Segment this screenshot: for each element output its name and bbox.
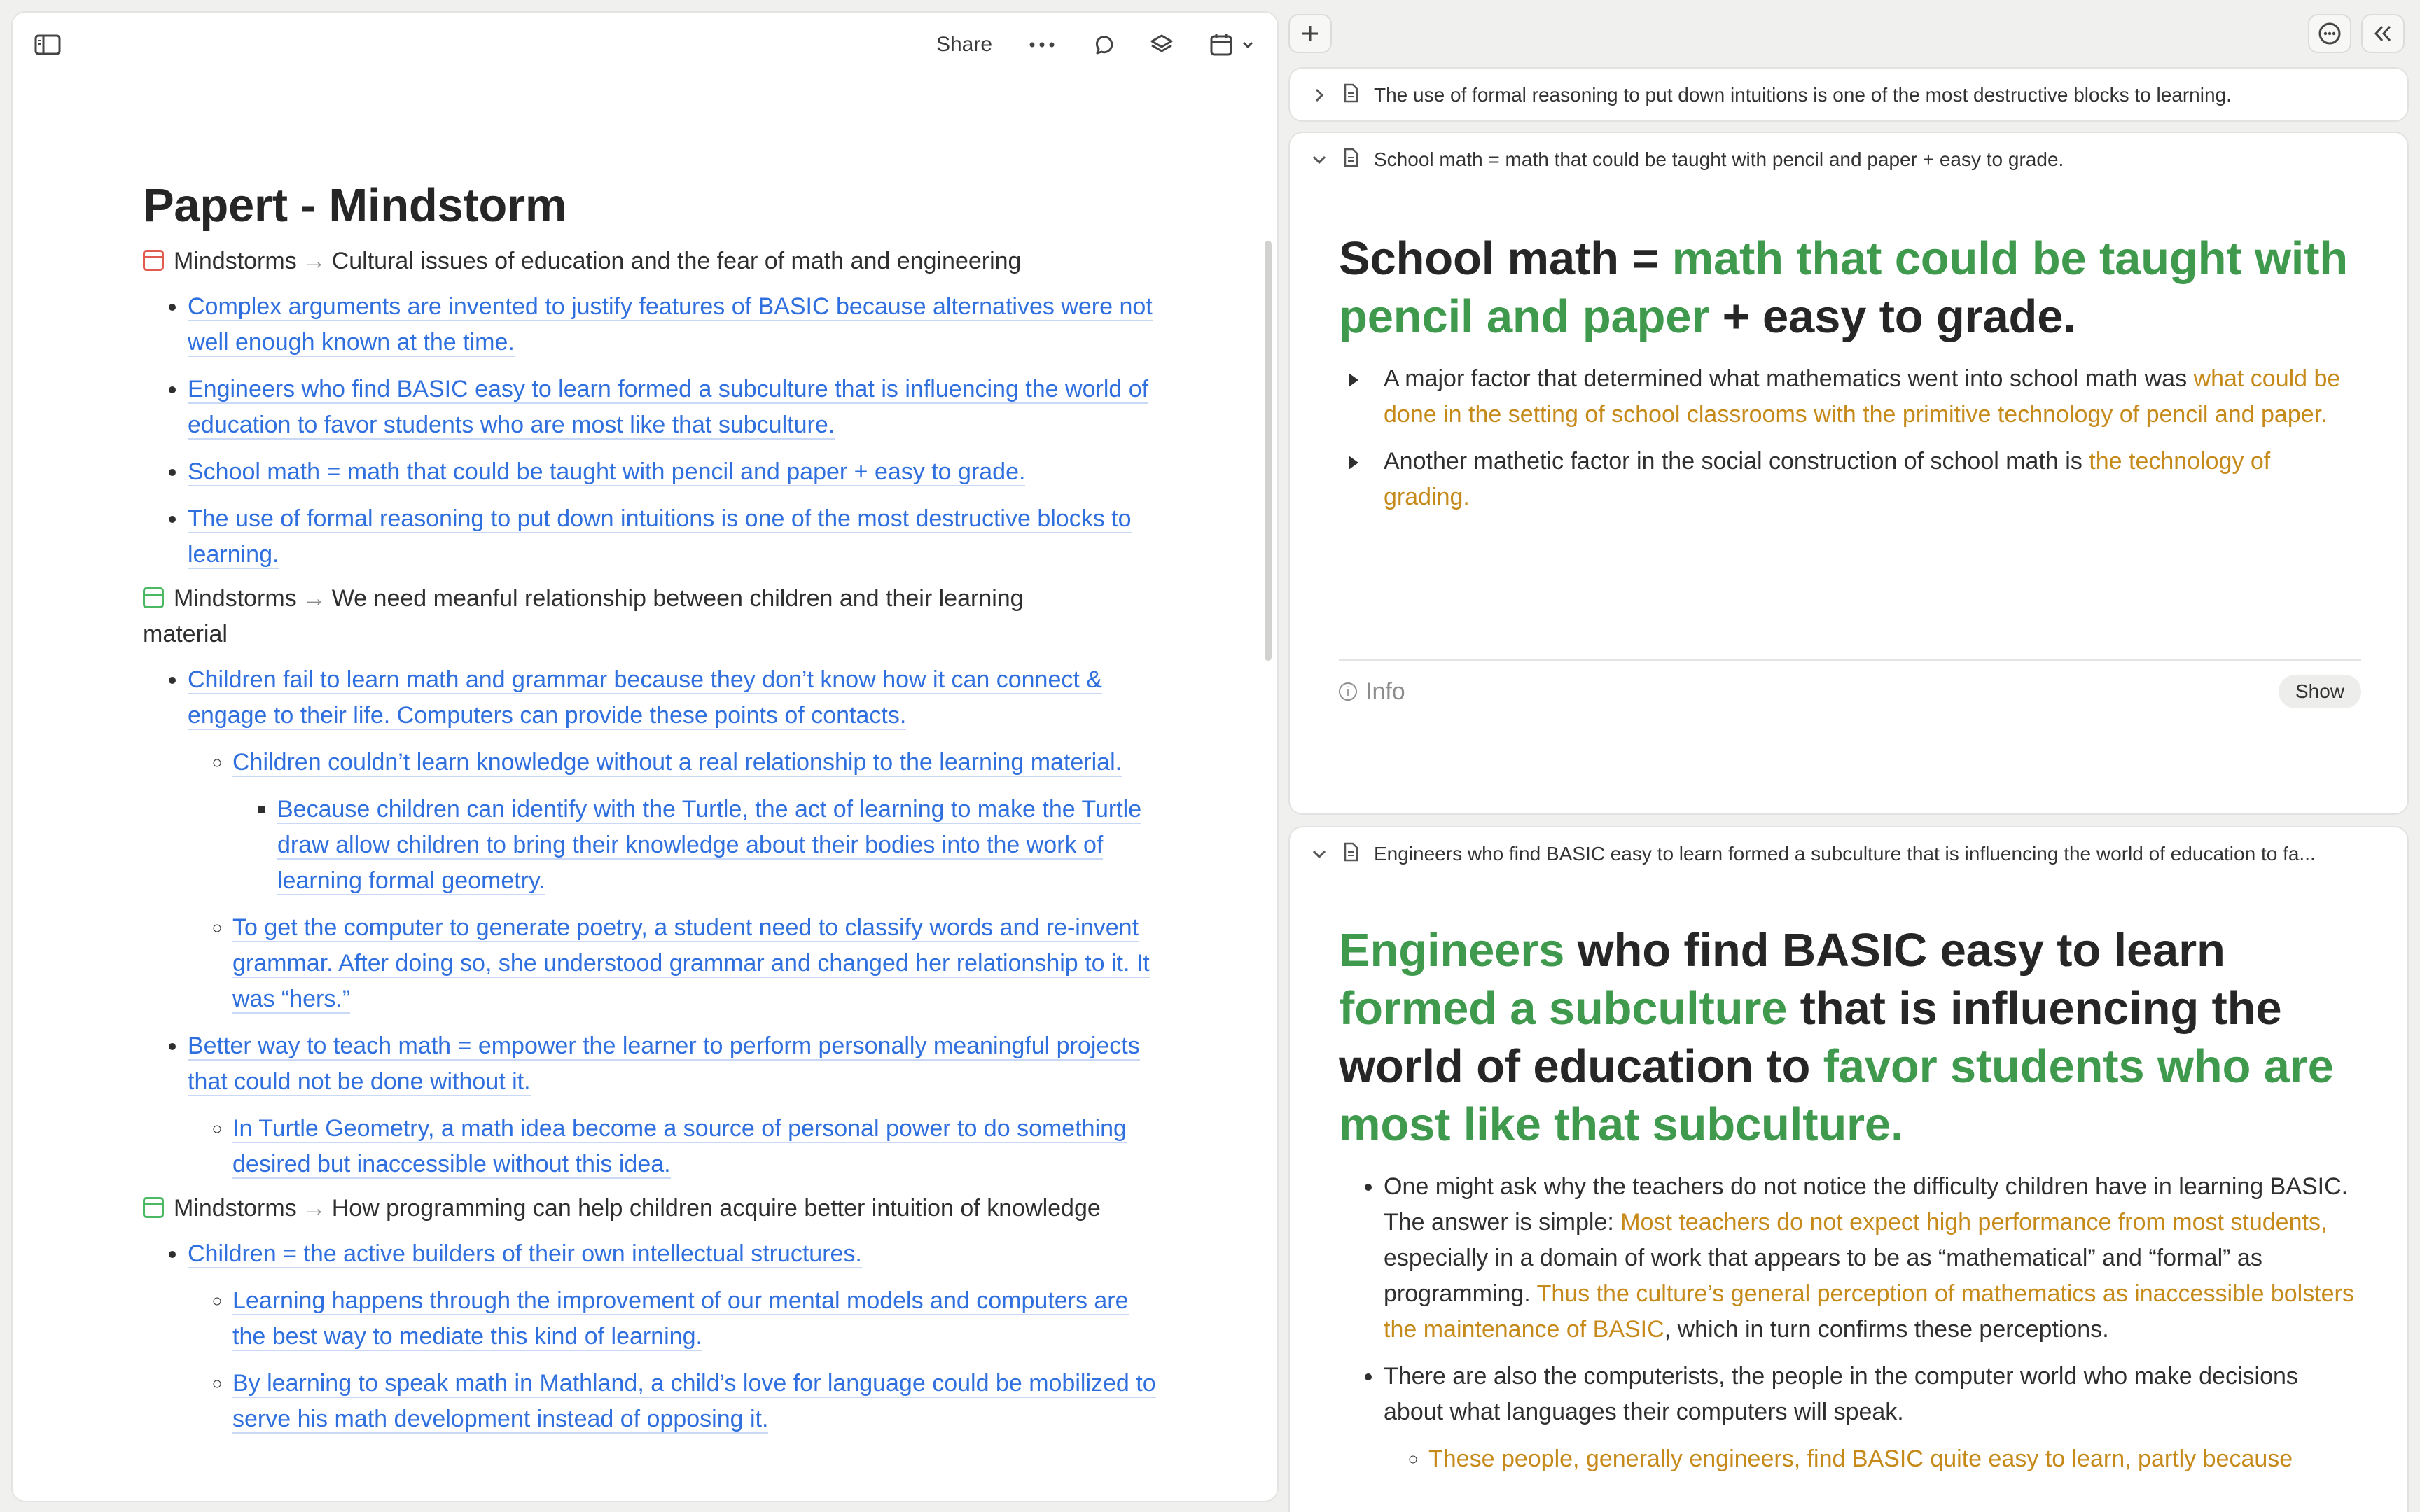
collapse-panel-button[interactable] <box>2361 14 2405 53</box>
calendar-icon <box>143 250 164 271</box>
card-title: The use of formal reasoning to put down intuitions is one of the most destructive blocks to learning. <box>1374 84 2232 106</box>
plus-icon <box>1300 24 1320 43</box>
bullet-list <box>1384 1169 2361 1477</box>
note-link[interactable]: In Turtle Geometry, a math idea become a source of personal power to do something desired but inaccessible without this idea. <box>232 1115 1127 1177</box>
linked-note-card <box>1288 67 2409 122</box>
calendar-icon <box>143 1197 164 1218</box>
show-info-button[interactable]: Show <box>2279 675 2361 708</box>
list-item <box>1428 1441 2361 1477</box>
note-link[interactable]: Children fail to learn math and grammar because they don’t know how it can connect & engage to their life. Computers can provide these points of contacts. <box>188 666 1102 729</box>
chevron-down-icon[interactable] <box>1307 848 1332 860</box>
page-title[interactable]: Papert - Mindstorm <box>143 179 567 232</box>
editor-toolbar <box>13 13 1277 76</box>
chevron-right-icon[interactable] <box>1307 87 1332 104</box>
topic-text: We need meanful relationship between children and their learning material <box>143 585 1024 648</box>
bullet-text: A major factor that determined what mathematics went into school math was <box>1384 365 2194 392</box>
toggle-item <box>1339 361 2361 433</box>
toggle-list <box>1339 361 2361 515</box>
list-item <box>277 792 1165 899</box>
bullet-text: There are also the computerists, the people in the computer world who make decisions about what languages their computers will speak. <box>1384 1363 2298 1425</box>
heading-highlight: formed a subculture <box>1339 982 1788 1035</box>
bullet-list <box>188 289 1165 573</box>
topic-text: How programming can help children acquire better intuition of knowledge <box>331 1195 1101 1222</box>
card-title: School math = math that could be taught with pencil and paper + easy to grade. <box>1374 148 2064 170</box>
reference-line[interactable] <box>143 581 1109 652</box>
editor-pane <box>11 11 1279 1502</box>
highlight-text: what could be done in the setting of school classrooms with the primitive technology of pencil and paper. <box>1384 365 2341 428</box>
note-link[interactable]: Children = the active builders of their own intellectual structures. <box>188 1240 862 1267</box>
note-link[interactable]: Learning happens through the improvement of our mental models and computers are the best way to mediate this kind of learning. <box>232 1287 1129 1350</box>
panel-toolbar <box>1288 11 2409 60</box>
layers-button[interactable] <box>1144 28 1179 62</box>
card-header[interactable] <box>1290 133 2407 186</box>
source-link[interactable]: Mindstorms <box>174 248 297 274</box>
list-item <box>232 1366 1165 1437</box>
scrollbar[interactable] <box>1265 241 1272 661</box>
info-row <box>1339 659 2361 722</box>
bullet-text: especially in a domain of work that appears to be as “mathematical” and “formal” as programming. <box>1384 1245 2262 1307</box>
share-button[interactable]: Share <box>936 33 993 56</box>
topic-text: Cultural issues of education and the fear of math and engineering <box>331 248 1022 274</box>
info-text: Info <box>1365 678 1405 705</box>
list-item <box>232 1111 1165 1182</box>
highlight-text: the technology of grading. <box>1384 448 2271 510</box>
note-link[interactable]: Better way to teach math = empower the learner to perform personally meaningful projects that could not be done without it. <box>188 1032 1140 1095</box>
linked-note-card <box>1288 826 2409 1512</box>
bullet-list <box>188 1236 1165 1437</box>
highlight-text: These people, generally engineers, find BASIC quite easy to learn, partly because <box>1428 1446 2293 1472</box>
toggle-item <box>1339 444 2361 515</box>
calendar-icon <box>1209 32 1258 57</box>
arrow-right-icon: → <box>302 1195 326 1222</box>
calendar-icon <box>143 587 164 608</box>
document-icon <box>1343 83 1358 108</box>
double-chevron-left-icon <box>2372 24 2394 43</box>
comment-icon <box>1093 32 1118 57</box>
list-item <box>1384 1359 2361 1477</box>
document-icon <box>1343 842 1358 867</box>
more-icon <box>1028 41 1056 48</box>
highlight-text: Thus the culture’s general perception of mathematics as inaccessible bolsters the maintenance of BASIC <box>1384 1280 2354 1343</box>
panel-menu-button[interactable] <box>2308 14 2351 53</box>
arrow-right-icon: → <box>302 248 326 274</box>
heading-highlight: math that could be taught with pencil and paper <box>1339 232 2349 343</box>
nested-list <box>1428 1441 2361 1477</box>
nested-list <box>232 745 1165 1017</box>
heading-text: that is influencing the world of education to <box>1339 982 2282 1093</box>
more-options-button[interactable] <box>1021 28 1063 62</box>
calendar-button[interactable] <box>1203 28 1263 62</box>
info-icon: i <box>1339 682 1357 701</box>
heading-text: who find BASIC easy to learn <box>1564 924 2225 976</box>
card-body[interactable] <box>1339 230 2361 515</box>
note-link[interactable]: To get the computer to generate poetry, a student need to classify words and re-invent grammar. After doing so, she understood grammar and changed her relationship to it. It was “hers.” <box>232 914 1150 1012</box>
editor-content[interactable] <box>13 76 1277 1501</box>
note-heading <box>1339 921 2361 1154</box>
comments-button[interactable] <box>1088 28 1123 62</box>
list-item <box>232 1283 1165 1354</box>
linked-note-card <box>1288 132 2409 815</box>
card-body[interactable] <box>1339 921 2361 1477</box>
list-item <box>232 745 1165 899</box>
add-panel-button[interactable] <box>1288 14 1332 53</box>
card-title: Engineers who find BASIC easy to learn formed a subculture that is influencing the world of education to fa... <box>1374 843 2316 864</box>
heading-text: School math = <box>1339 232 1672 285</box>
triangle-right-icon[interactable] <box>1349 373 1358 387</box>
document <box>143 178 1165 1437</box>
sidebar-toggle-button[interactable] <box>31 28 66 62</box>
card-header[interactable] <box>1290 827 2407 881</box>
layers-icon <box>1149 32 1174 57</box>
bullet-list <box>188 662 1165 1182</box>
note-link[interactable]: School math = math that could be taught with pencil and paper + easy to grade. <box>188 458 1026 485</box>
bullet-text: , which in turn confirms these perceptions. <box>1664 1316 2109 1343</box>
card-header[interactable] <box>1290 69 2407 122</box>
heading-highlight: Engineers <box>1339 924 1565 976</box>
nested-list <box>232 1283 1165 1437</box>
nested-list <box>277 792 1165 899</box>
highlight-text: Most teachers do not expect high performance from most students, <box>1620 1209 2328 1236</box>
note-link[interactable]: The use of formal reasoning to put down intuitions is one of the most destructive blocks to learning. <box>188 505 1132 568</box>
info-label <box>1339 678 1405 706</box>
bullet-text: Another mathetic factor in the social construction of school math is <box>1384 448 2089 475</box>
chevron-down-icon[interactable] <box>1307 154 1332 165</box>
arrow-right-icon: → <box>302 585 326 612</box>
document-icon <box>1343 148 1358 172</box>
list-item <box>188 662 1165 1017</box>
triangle-right-icon[interactable] <box>1349 456 1358 470</box>
list-item <box>188 1236 1165 1437</box>
list-item <box>1384 1169 2361 1348</box>
note-link[interactable]: Children couldn’t learn knowledge without a real relationship to the learning material. <box>232 749 1122 776</box>
heading-text: + easy to grade. <box>1709 290 2076 343</box>
source-link[interactable]: Mindstorms <box>174 585 297 612</box>
more-circle-icon <box>2318 22 2342 46</box>
note-link[interactable]: By learning to speak math in Mathland, a child’s love for language could be mobilized to serve his math development instead of opposing it. <box>232 1370 1156 1432</box>
list-item <box>188 289 1165 360</box>
note-link[interactable]: Engineers who find BASIC easy to learn formed a subculture that is influencing the world of education to favor students who are most like that subculture. <box>188 376 1149 438</box>
bullet-text: One might ask why the teachers do not notice the difficulty children have in learning BASIC. The answer is simple: <box>1384 1173 2349 1236</box>
list-item <box>188 501 1165 573</box>
note-link[interactable]: Because children can identify with the Turtle, the act of learning to make the Turtle draw allow children to bring their knowledge about their bodies into the work of learning formal geometry. <box>277 796 1142 894</box>
reference-line[interactable] <box>143 1191 1109 1226</box>
sidebar-icon <box>34 34 62 56</box>
note-link[interactable]: Complex arguments are invented to justify features of BASIC because alternatives were not well enough known at the time. <box>188 293 1153 356</box>
note-heading <box>1339 230 2361 346</box>
list-item <box>232 910 1165 1017</box>
reference-line[interactable] <box>143 244 1109 279</box>
heading-highlight: favor students who are most like that subculture. <box>1339 1040 2334 1151</box>
nested-list <box>232 1111 1165 1182</box>
list-item <box>188 454 1165 490</box>
list-item <box>188 372 1165 443</box>
source-link[interactable]: Mindstorms <box>174 1195 297 1222</box>
list-item <box>188 1028 1165 1182</box>
